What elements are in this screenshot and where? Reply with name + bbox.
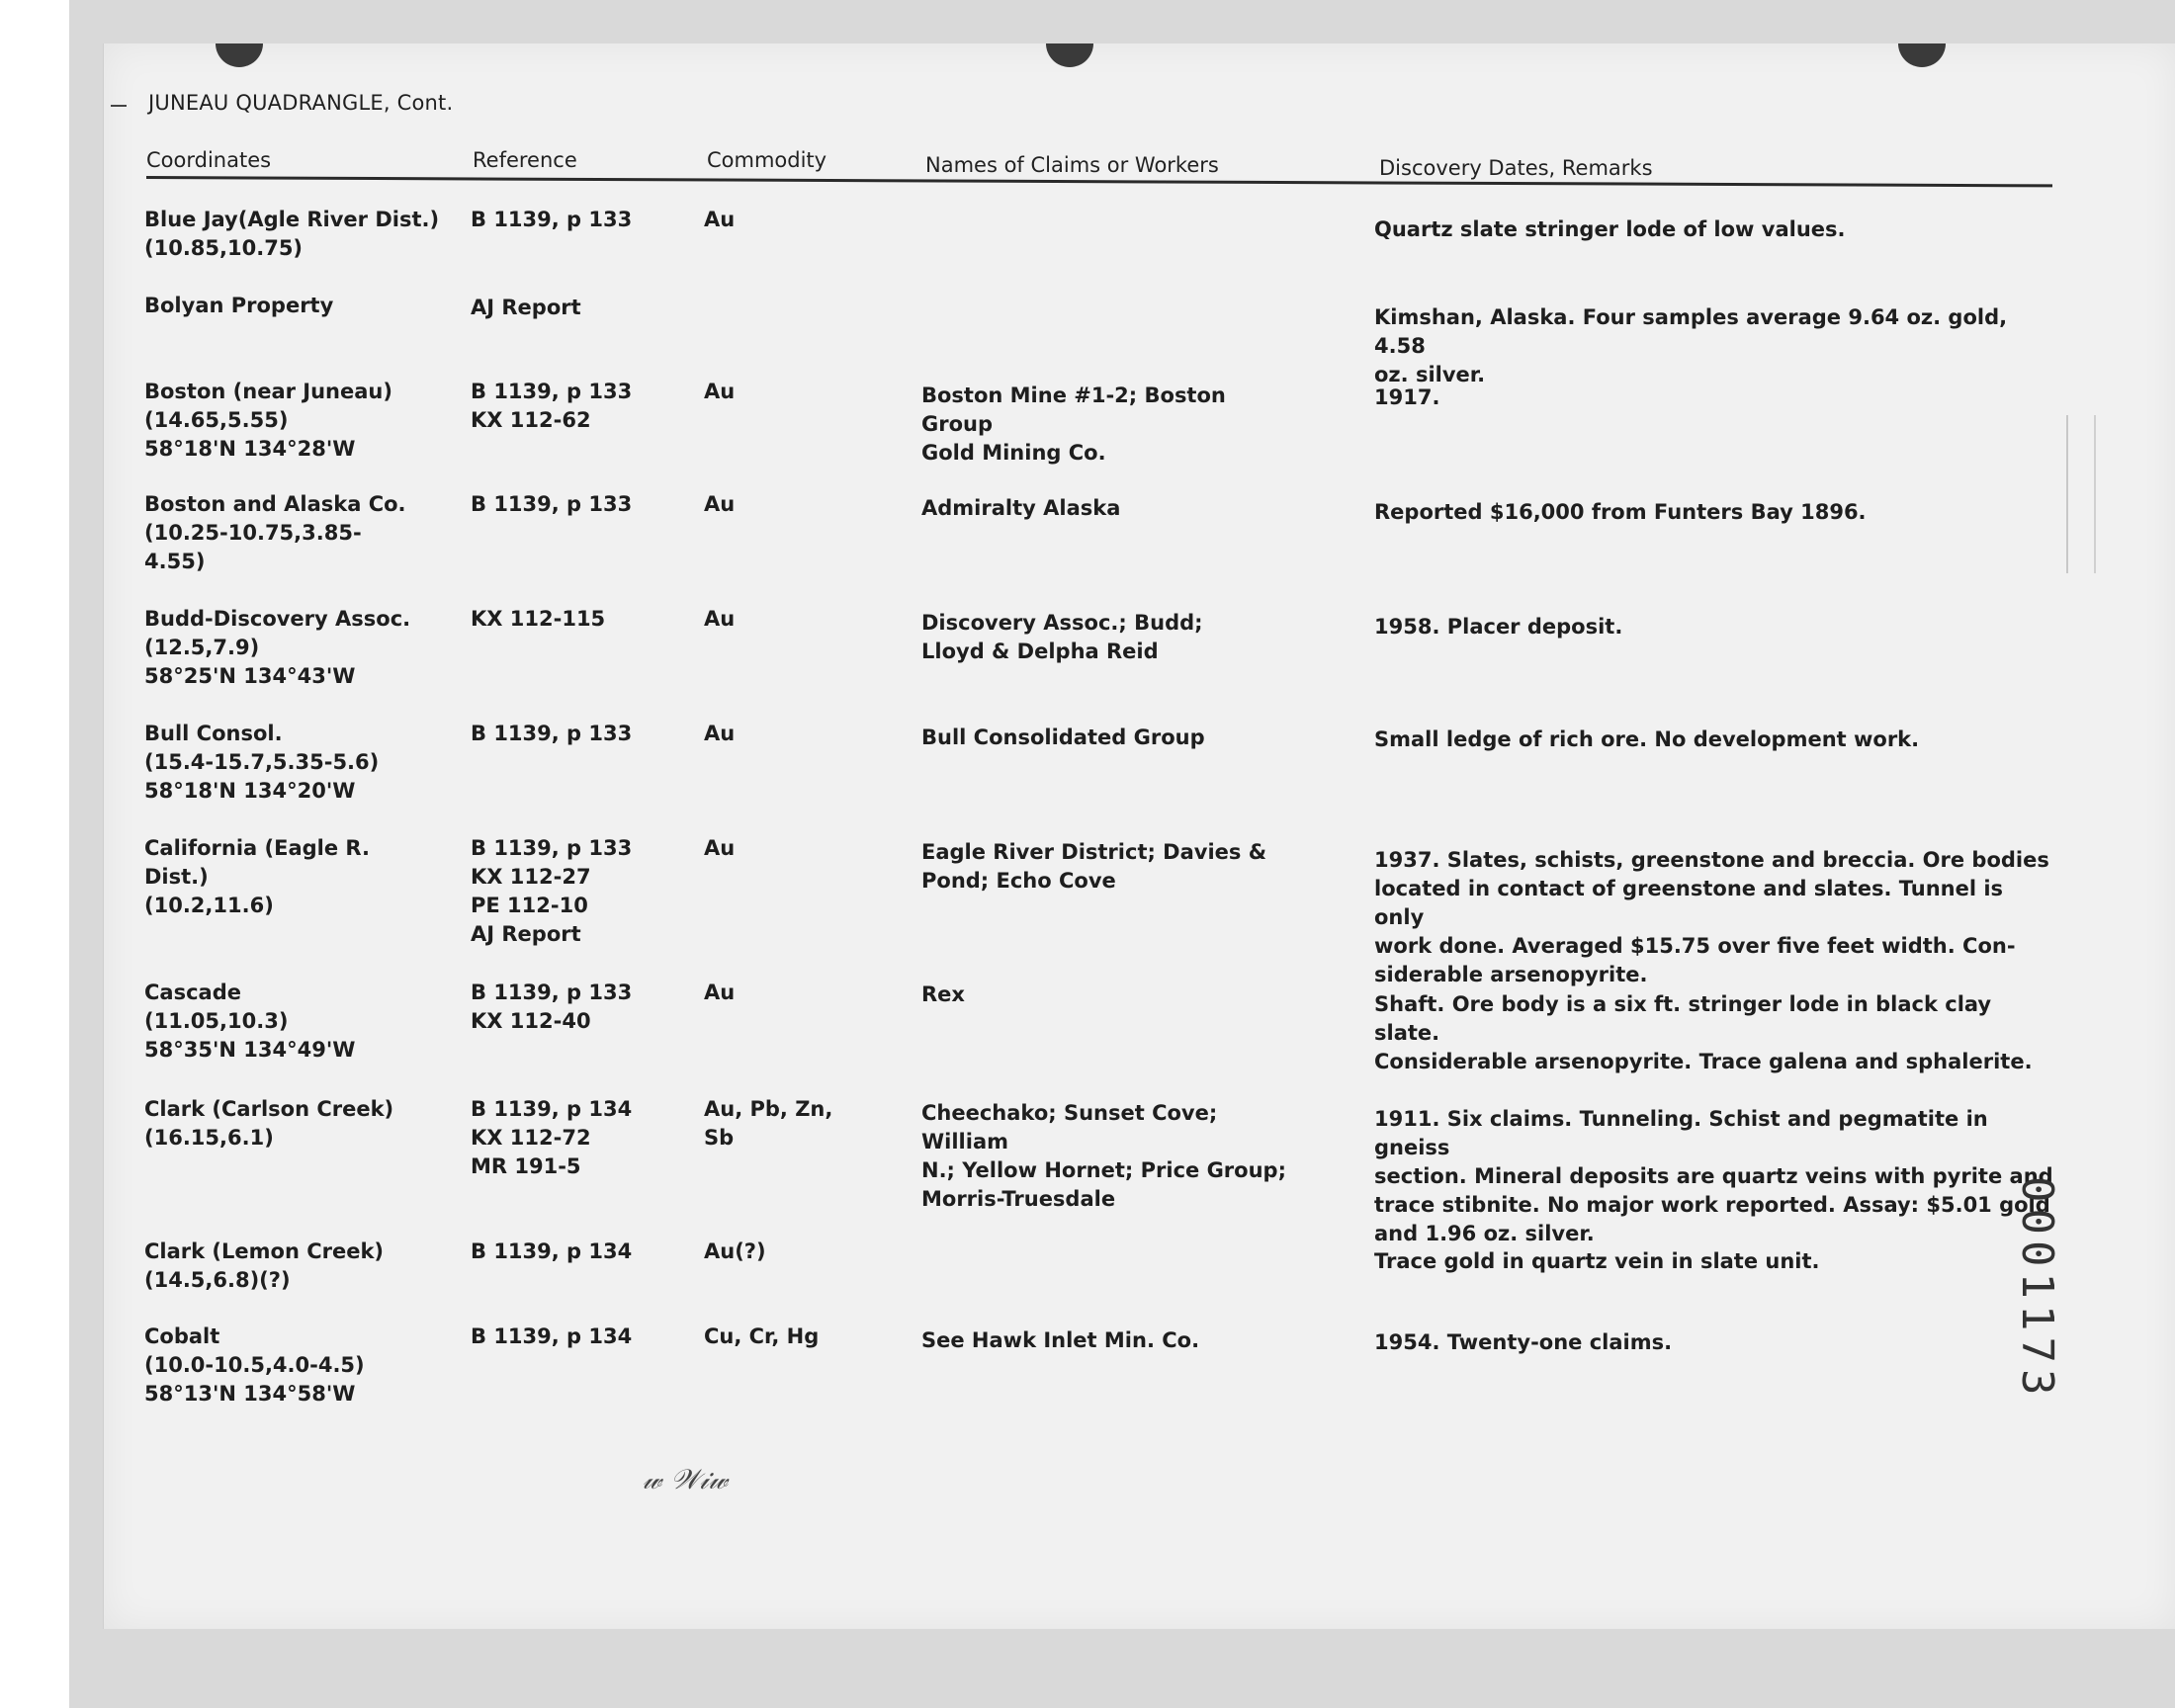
cell-coordinates: Clark (Carlson Creek) (16.15,6.1)	[144, 1097, 394, 1150]
cell-names: Discovery Assoc.; Budd; Lloyd & Delpha Reid	[921, 611, 1203, 663]
cell-commodity: Au, Pb, Zn, Sb	[704, 1097, 833, 1150]
cell-remarks: Shaft. Ore body is a six ft. stringer lode in black clay slate. Considerable arsenopyrite. Trace galena and sphalerite.	[1374, 992, 2033, 1073]
cell-reference: AJ Report	[471, 296, 581, 319]
cell-commodity: Au	[704, 981, 736, 1004]
cell-commodity: Cu, Cr, Hg	[704, 1324, 820, 1348]
handwritten-scribble: 𝓌 𝒲𝒾𝓌	[643, 1463, 729, 1495]
cell-commodity: Au	[704, 607, 736, 631]
cell-names: Eagle River District; Davies & Pond; Echo Cove	[921, 840, 1267, 893]
cell-coordinates: Bolyan Property	[144, 294, 334, 317]
cell-remarks: Quartz slate stringer lode of low values.	[1374, 217, 1846, 241]
page-number-stamp: 0001173	[2012, 1176, 2062, 1402]
cell-reference: B 1139, p 133	[471, 492, 633, 516]
header-coordinates: Coordinates	[146, 148, 272, 172]
cell-reference: B 1139, p 133 KX 112-27 PE 112-10 AJ Report	[471, 836, 633, 946]
cell-commodity: Au	[704, 492, 736, 516]
cell-reference: B 1139, p 133 KX 112-62	[471, 380, 633, 432]
cell-remarks: Reported $16,000 from Funters Bay 1896.	[1374, 500, 1867, 524]
cell-remarks: 1917.	[1374, 385, 1440, 409]
header-names: Names of Claims or Workers	[925, 153, 1219, 177]
cell-coordinates: Clark (Lemon Creek) (14.5,6.8)(?)	[144, 1239, 385, 1292]
cell-reference: B 1139, p 134 KX 112-72 MR 191-5	[471, 1097, 633, 1178]
cell-remarks: 1911. Six claims. Tunneling. Schist and pegmatite in gneiss section. Mineral deposits are quartz veins with pyrite and trace stibnite. No major work reported. Assay: $5.01 gold and 1.96 oz. silver.	[1374, 1107, 2053, 1245]
cell-coordinates: Bull Consol. (15.4-15.7,5.35-5.6) 58°18'N 134°20'W	[144, 722, 380, 803]
cell-commodity: Au(?)	[704, 1239, 766, 1263]
cell-reference: B 1139, p 134	[471, 1324, 633, 1348]
cell-coordinates: Budd-Discovery Assoc. (12.5,7.9) 58°25'N 134°43'W	[144, 607, 411, 688]
cell-coordinates: Cascade (11.05,10.3) 58°35'N 134°49'W	[144, 981, 356, 1062]
cell-remarks: 1937. Slates, schists, greenstone and breccia. Ore bodies located in contact of greenstone and slates. Tunnel is only work done. Averaged $15.75 over five feet width. Con- siderable arsenopyrite.	[1374, 848, 2049, 986]
cell-reference: KX 112-115	[471, 607, 606, 631]
cell-reference: B 1139, p 133	[471, 722, 633, 745]
header-reference: Reference	[473, 148, 577, 172]
cell-names: Cheechako; Sunset Cove; William N.; Yellow Hornet; Price Group; Morris-Truesdale	[921, 1101, 1286, 1211]
cell-reference: B 1139, p 133 KX 112-40	[471, 981, 633, 1033]
cell-commodity: Au	[704, 722, 736, 745]
cell-remarks: Kimshan, Alaska. Four samples average 9.64 oz. gold, 4.58 oz. silver.	[1374, 305, 2008, 386]
cell-coordinates: Boston (near Juneau) (14.65,5.55) 58°18'N 134°28'W	[144, 380, 392, 461]
cell-commodity: Au	[704, 836, 736, 860]
page-title: JUNEAU QUADRANGLE, Cont.	[148, 91, 454, 115]
cell-remarks: Trace gold in quartz vein in slate unit.	[1374, 1249, 1820, 1273]
cell-commodity: Au	[704, 208, 736, 231]
cell-reference: B 1139, p 134	[471, 1239, 633, 1263]
cell-names: See Hawk Inlet Min. Co.	[921, 1328, 1200, 1352]
faint-mark	[2066, 415, 2096, 573]
cell-remarks: Small ledge of rich ore. No development work.	[1374, 727, 1920, 751]
cell-coordinates: California (Eagle R. Dist.) (10.2,11.6)	[144, 836, 370, 917]
cell-commodity: Au	[704, 380, 736, 403]
cell-names: Rex	[921, 982, 965, 1006]
header-remarks: Discovery Dates, Remarks	[1379, 156, 1653, 180]
cell-reference: B 1139, p 133	[471, 208, 633, 231]
cell-names: Admiralty Alaska	[921, 496, 1121, 520]
cell-coordinates: Boston and Alaska Co. (10.25-10.75,3.85- 4.55)	[144, 492, 406, 573]
scan-margin	[0, 0, 69, 1708]
cell-coordinates: Cobalt (10.0-10.5,4.0-4.5) 58°13'N 134°58'W	[144, 1324, 365, 1406]
cell-remarks: 1954. Twenty-one claims.	[1374, 1330, 1673, 1354]
cell-coordinates: Blue Jay(Agle River Dist.) (10.85,10.75)	[144, 208, 440, 260]
header-commodity: Commodity	[707, 148, 827, 172]
cell-names: Boston Mine #1-2; Boston Group Gold Mining Co.	[921, 384, 1226, 465]
cell-names: Bull Consolidated Group	[921, 726, 1205, 749]
title-dash	[111, 105, 127, 107]
cell-remarks: 1958. Placer deposit.	[1374, 615, 1623, 639]
